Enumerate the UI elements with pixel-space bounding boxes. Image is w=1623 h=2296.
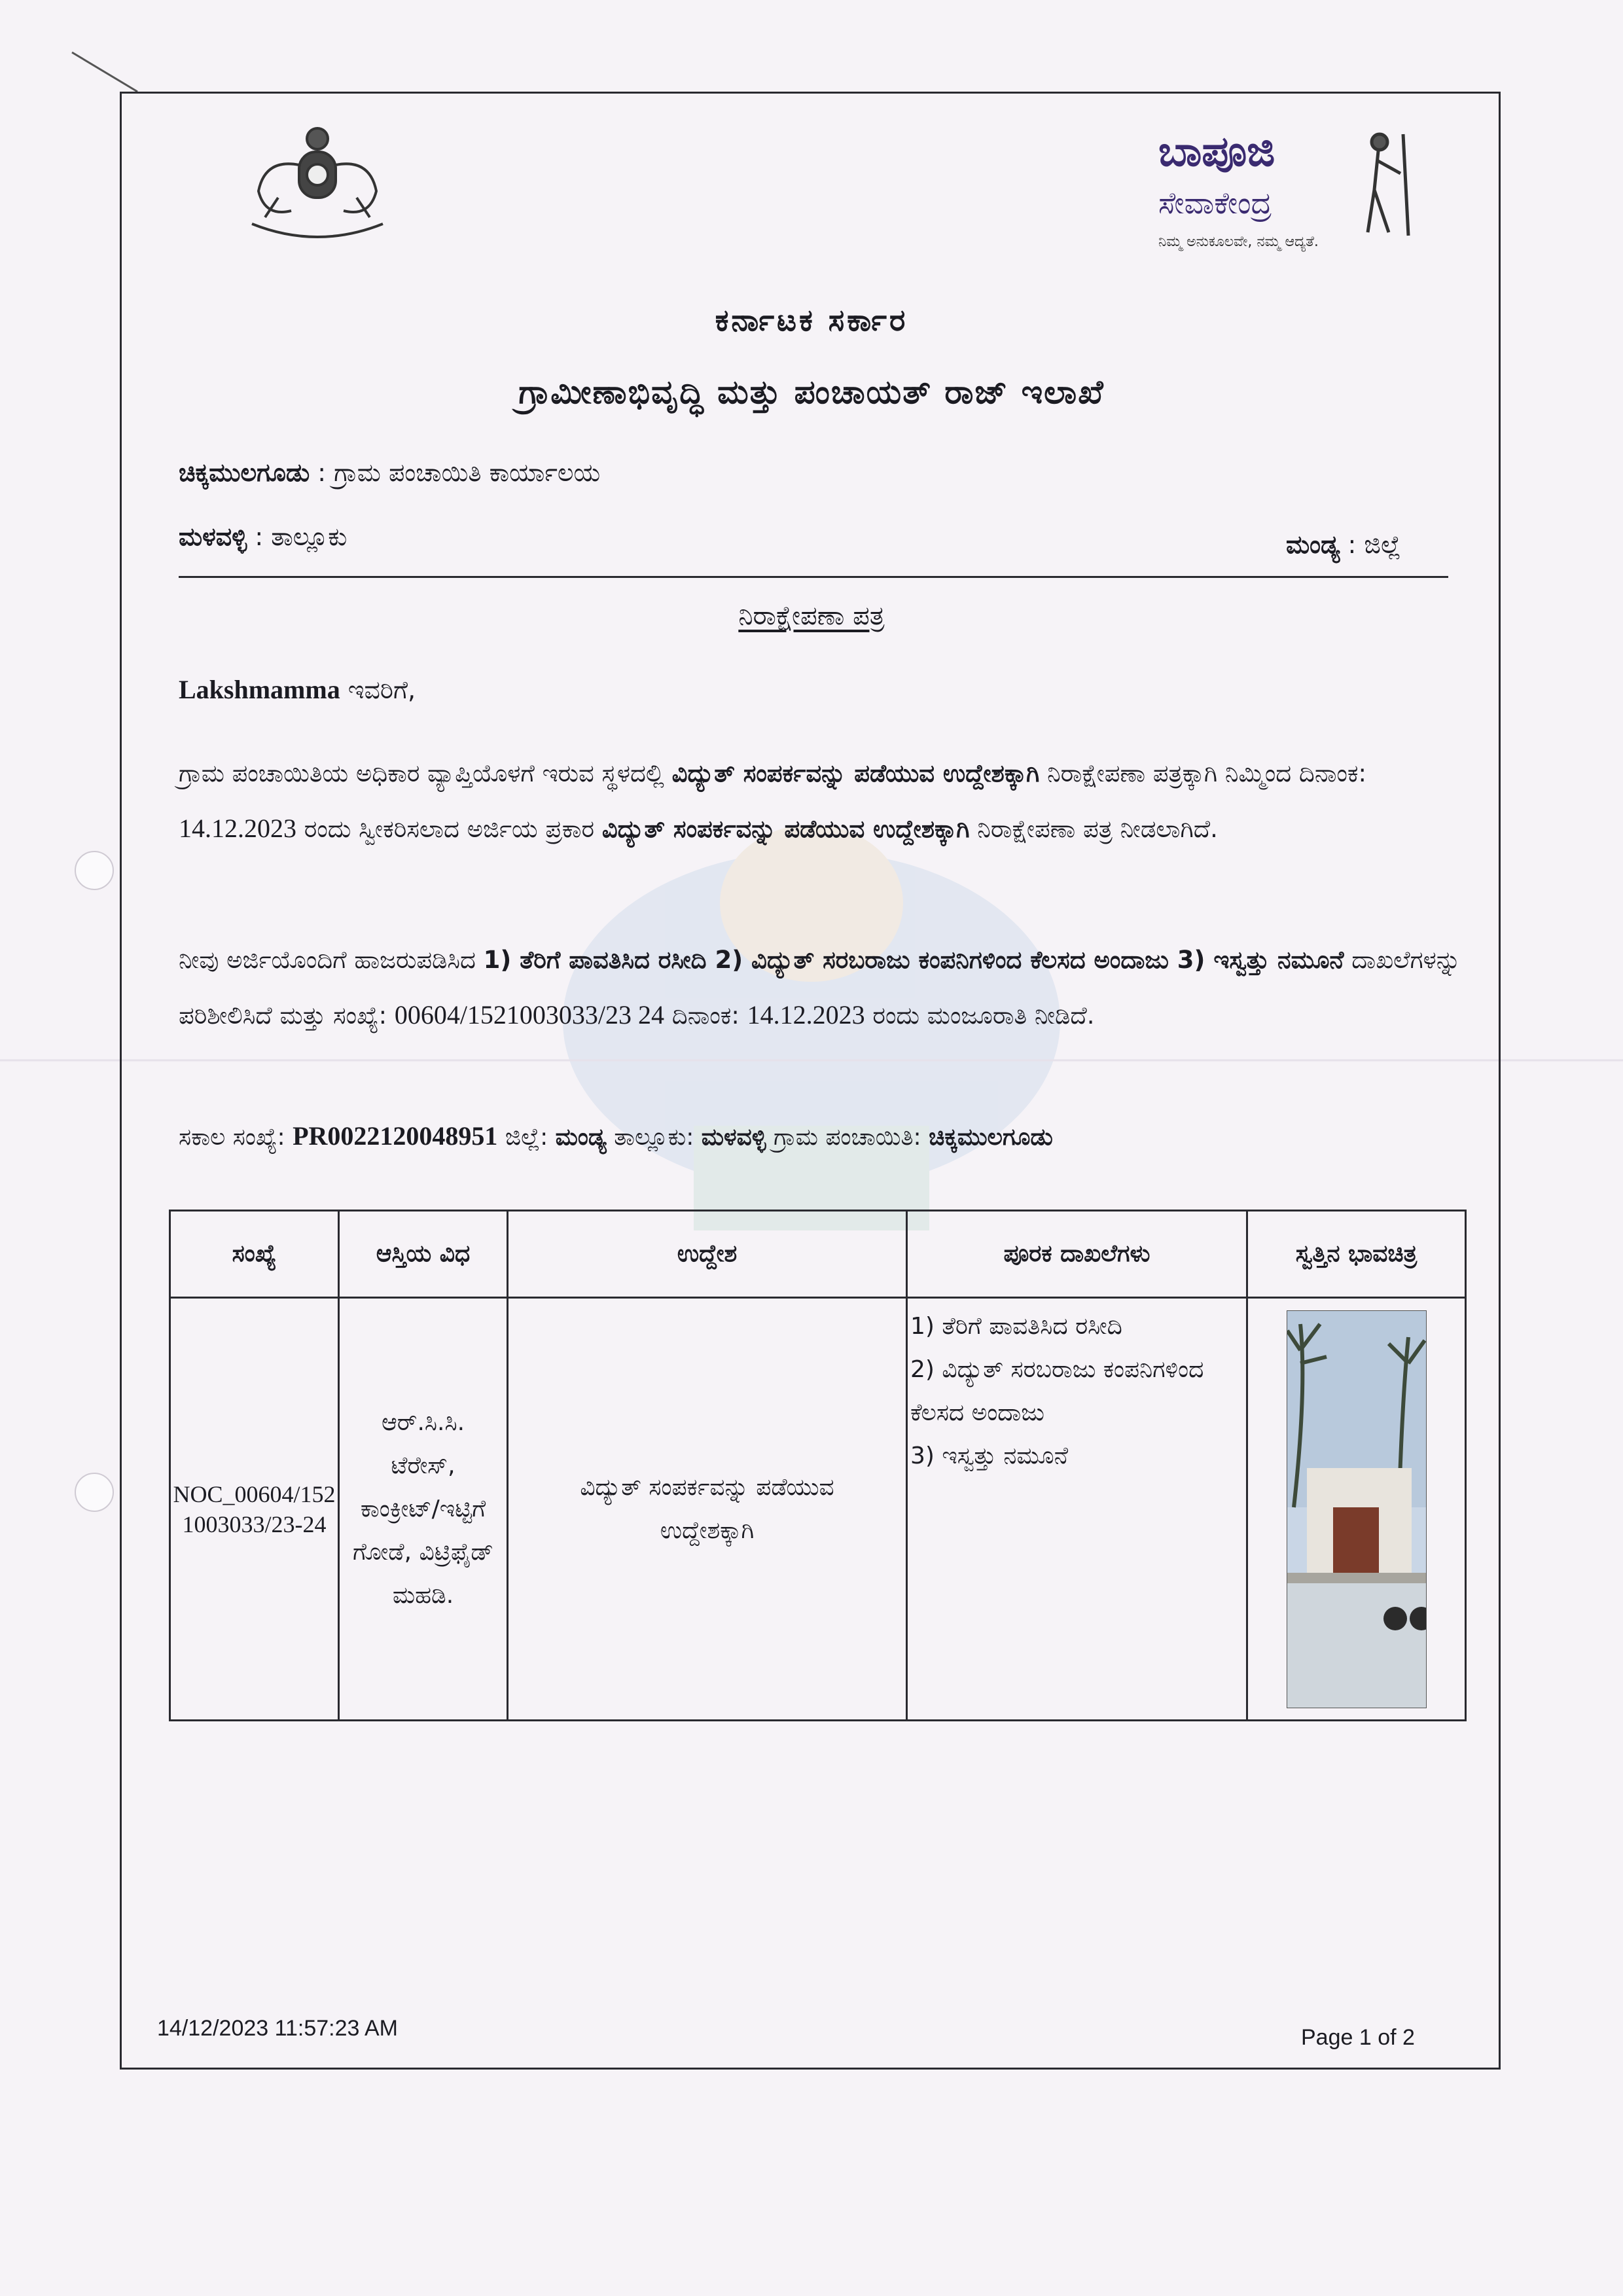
p1-date: 14.12.2023 (179, 814, 296, 843)
p2-docs: 1) ತೆರಿಗೆ ಪಾವತಿಸಿದ ರಸೀದಿ 2) ವಿದ್ಯುತ್ ಸರಬರಾಜು ಕಂಪನಿಗಳಿಂದ ಕೆಲಸದ ಅಂದಾಜು 3) ಇಸ್ವತ್ತು ನಮೂನೆ (483, 946, 1344, 974)
column-header: ಸ್ವತ್ತಿನ ಭಾವಚಿತ್ರ (1247, 1211, 1466, 1298)
subject-heading: ನಿರಾಕ್ಷೇಪಣಾ ಪತ್ರ (738, 601, 885, 631)
p2-number: 00604/1521003033/23 24 (394, 1000, 665, 1030)
noc-table (169, 1210, 1467, 1721)
p2-text: ರಂದು ಮಂಜೂರಾತಿ ನೀಡಿದೆ. (865, 1001, 1095, 1030)
sakala-gp: ಚಿಕ್ಕಮುಲಗೂಡು (929, 1124, 1053, 1151)
district-name: ಮಂಡ್ಯ (1286, 530, 1340, 559)
p1-text: ರಂದು ಸ್ವೀಕರಿಸಲಾದ ಅರ್ಜಿಯ ಪ್ರಕಾರ (296, 815, 602, 843)
office-name: ಚಿಕ್ಕಮುಲಗೂಡು (179, 458, 310, 487)
paragraph-1 (179, 746, 1461, 857)
sakala-taluk: ಮಳವಳ್ಳಿ (701, 1124, 766, 1151)
document-item: 2) ವಿದ್ಯುತ್ ಸರಬರಾಜು ಕಂಪನಿಗಳಿಂದ ಕೆಲಸದ ಅಂದಾಜು (910, 1356, 1204, 1426)
p1-text: ನಿರಾಕ್ಷೇಪಣಾ ಪತ್ರಕ್ಕಾಗಿ ನಿಮ್ಮಿಂದ ದಿನಾಂಕ: (1039, 759, 1366, 787)
sakala-line (179, 1121, 1461, 1151)
recipient-name: Lakshmamma (179, 675, 340, 704)
p2-date: 14.12.2023 (747, 1000, 865, 1030)
salutation-suffix: ಇವರಿಗೆ, (348, 675, 416, 704)
sakala-label: ಸಕಾಲ ಸಂಖ್ಯೆ: (179, 1124, 293, 1151)
district-label: : ಜಿಲ್ಲೆ (1347, 530, 1401, 559)
sakala-label: ತಾಲ್ಲೂಕು: (606, 1124, 702, 1151)
column-header: ಪೂರಕ ದಾಖಲೆಗಳು (907, 1211, 1247, 1298)
p2-text: ದಿನಾಂಕ: (664, 1001, 747, 1030)
supporting-documents (907, 1298, 1247, 1721)
sakala-number: PR0022120048951 (293, 1121, 498, 1151)
property-photo-cell (1247, 1298, 1466, 1721)
karnataka-emblem (239, 119, 396, 250)
bapuji-logo (1152, 128, 1427, 272)
gandhi-silhouette-icon (1348, 128, 1427, 239)
taluk-label: : ತಾಲ್ಲೂಕು (255, 522, 348, 551)
taluk-name: ಮಳವಳ್ಳಿ (179, 522, 247, 551)
property-type: ಆರ್.ಸಿ.ಸಿ. ಟೆರೇಸ್, ಕಾಂಕ್ರೀಟ್/ಇಟ್ಟಿಗೆ ಗೋಡೆ, ವಿಟ್ರಿಫೈಡ್ ಮಹಡಿ. (339, 1298, 508, 1721)
taluk-line (179, 522, 347, 552)
p1-text: ನಿರಾಕ್ಷೇಪಣಾ ಪತ್ರ ನೀಡಲಾಗಿದೆ. (969, 815, 1218, 843)
office-line (179, 458, 600, 488)
p2-text: ದಾಖಲೆಗಳನ್ನು ಪರಿಶೀಲಿಸಿದೆ ಮತ್ತು ಸಂಖ್ಯೆ: (179, 946, 1461, 1030)
brand-title: ಬಾಪೂಜಿ (1158, 128, 1275, 176)
table-header-row (170, 1211, 1466, 1298)
paragraph-2 (179, 933, 1461, 1043)
salutation (179, 674, 416, 705)
government-title: ಕರ್ನಾಟಕ ಸರ್ಕಾರ (715, 302, 908, 338)
column-header: ಸಂಖ್ಯೆ (170, 1211, 339, 1298)
noc-number: NOC_00604/1521003033/23-24 (170, 1298, 339, 1721)
header-divider (179, 576, 1448, 578)
sakala-label: ಗ್ರಾಮ ಪಂಚಾಯಿತಿ: (766, 1124, 929, 1151)
p1-text: ಗ್ರಾಮ ಪಂಚಾಯಿತಿಯ ಅಧಿಕಾರ ವ್ಯಾಪ್ತಿಯೊಳಗೆ ಇರುವ ಸ್ಥಳದಲ್ಲಿ (179, 759, 672, 787)
document-item: 3) ಇಸ್ವತ್ತು ನಮೂನೆ (910, 1443, 1069, 1469)
brand-tagline: ನಿಮ್ಮ ಅನುಕೂಲವೇ, ನಮ್ಮ ಆದ್ಯತೆ. (1158, 234, 1319, 250)
brand-subtitle: ಸೇವಾಕೇಂದ್ರ (1158, 185, 1272, 221)
p2-text: ನೀವು ಅರ್ಜಿಯೊಂದಿಗೆ ಹಾಜರುಪಡಿಸಿದ (179, 946, 484, 974)
table-row (170, 1298, 1466, 1721)
column-header: ಆಸ್ತಿಯ ವಿಧ (339, 1211, 508, 1298)
page-number: Page 1 of 2 (1301, 2025, 1415, 2050)
sakala-district: ಮಂಡ್ಯ (555, 1124, 607, 1151)
column-header: ಉದ್ದೇಶ (508, 1211, 907, 1298)
punch-hole (75, 1473, 114, 1512)
property-photo (1287, 1310, 1427, 1708)
p1-purpose: ವಿದ್ಯುತ್ ಸಂಪರ್ಕವನ್ನು ಪಡೆಯುವ ಉದ್ದೇಶಕ್ಕಾಗಿ (601, 815, 970, 843)
print-timestamp: 14/12/2023 11:57:23 AM (157, 2016, 399, 2041)
p1-purpose: ವಿದ್ಯುತ್ ಸಂಪರ್ಕವನ್ನು ಪಡೆಯುವ ಉದ್ದೇಶಕ್ಕಾಗಿ (671, 759, 1040, 787)
document-item: 1) ತೆರಿಗೆ ಪಾವತಿಸಿದ ರಸೀದಿ (910, 1313, 1122, 1340)
punch-hole (75, 851, 114, 890)
office-label: : ಗ್ರಾಮ ಪಂಚಾಯಿತಿ ಕಾರ್ಯಾಲಯ (317, 458, 601, 487)
district-line (1286, 530, 1401, 560)
department-title: ಗ್ರಾಮೀಣಾಭಿವೃದ್ಧಿ ಮತ್ತು ಪಂಚಾಯತ್ ರಾಜ್ ಇಲಾಖೆ (518, 373, 1105, 411)
sakala-label: ಜಿಲ್ಲೆ: (497, 1124, 556, 1151)
purpose: ವಿದ್ಯುತ್ ಸಂಪರ್ಕವನ್ನು ಪಡೆಯುವ ಉದ್ದೇಶಕ್ಕಾಗಿ (508, 1298, 907, 1721)
